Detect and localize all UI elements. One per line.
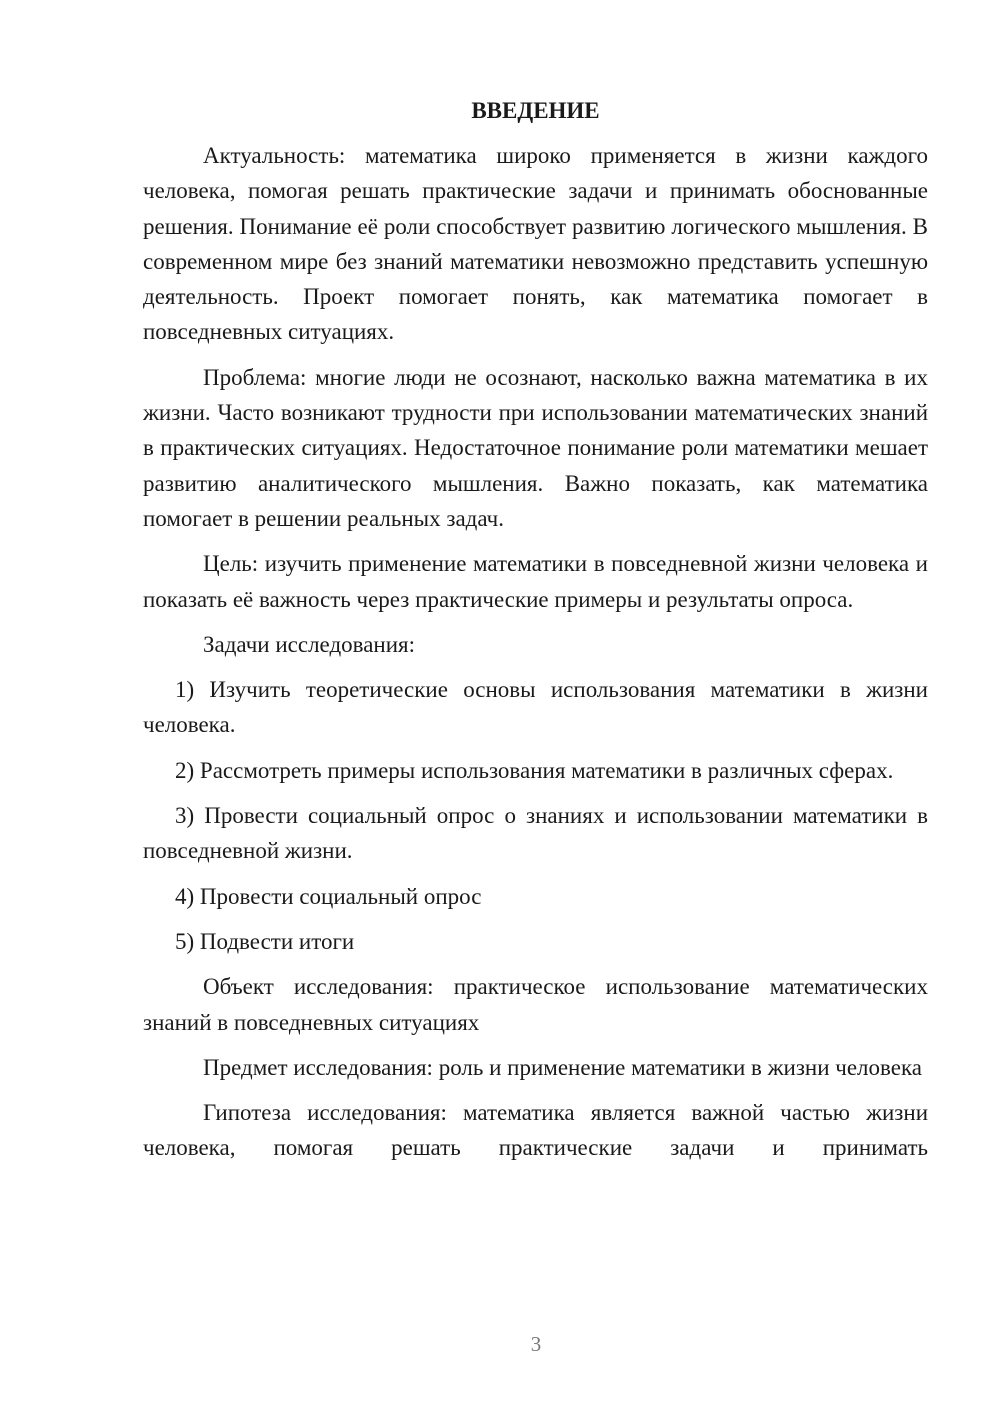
- subject-paragraph: Предмет исследования: роль и применение математики в жизни человека: [203, 1054, 922, 1080]
- page-number: 3: [530, 1332, 542, 1356]
- object-paragraph: Объект исследования: практическое использование математических знаний в повседневных ситуациях: [143, 974, 928, 1035]
- task-item-4: 4) Провести социальный опрос: [175, 883, 482, 909]
- page-title: ВВЕДЕНИЕ: [471, 98, 600, 123]
- relevance-paragraph: Актуальность: математика широко применяется в жизни каждого человека, помогая решать практические задачи и принимать обоснованные решения. Понимание её роли способствует развитию логического мышления. В современном мире без знаний математики невозможно представить успешную деятельность. Проект помогает понять, как математика помогает в повседневных ситуациях.: [143, 143, 928, 345]
- hypothesis-paragraph: Гипотеза исследования: математика является важной частью жизни человека, помогая решать практические задачи и принимать: [143, 1100, 928, 1161]
- goal-paragraph: Цель: изучить применение математики в повседневной жизни человека и показать её важность через практические примеры и результаты опроса.: [143, 551, 928, 612]
- problem-paragraph: Проблема: многие люди не осознают, насколько важна математика в их жизни. Часто возникают трудности при использовании математических знаний в практических ситуациях. Недостаточное понимание роли математики мешает развитию аналитического мышления. Важно показать, как математика помогает в решении реальных задач.: [143, 364, 928, 531]
- task-item-2: 2) Рассмотреть примеры использования математики в различных сферах.: [175, 757, 894, 783]
- tasks-title: Задачи исследования:: [203, 631, 416, 657]
- task-item-3: 3) Провести социальный опрос о знаниях и использовании математики в повседневной жизни.: [143, 803, 928, 864]
- task-item-5: 5) Подвести итоги: [175, 928, 355, 954]
- task-item-1: 1) Изучить теоретические основы использования математики в жизни человека.: [143, 677, 928, 738]
- document-body: [143, 93, 928, 1176]
